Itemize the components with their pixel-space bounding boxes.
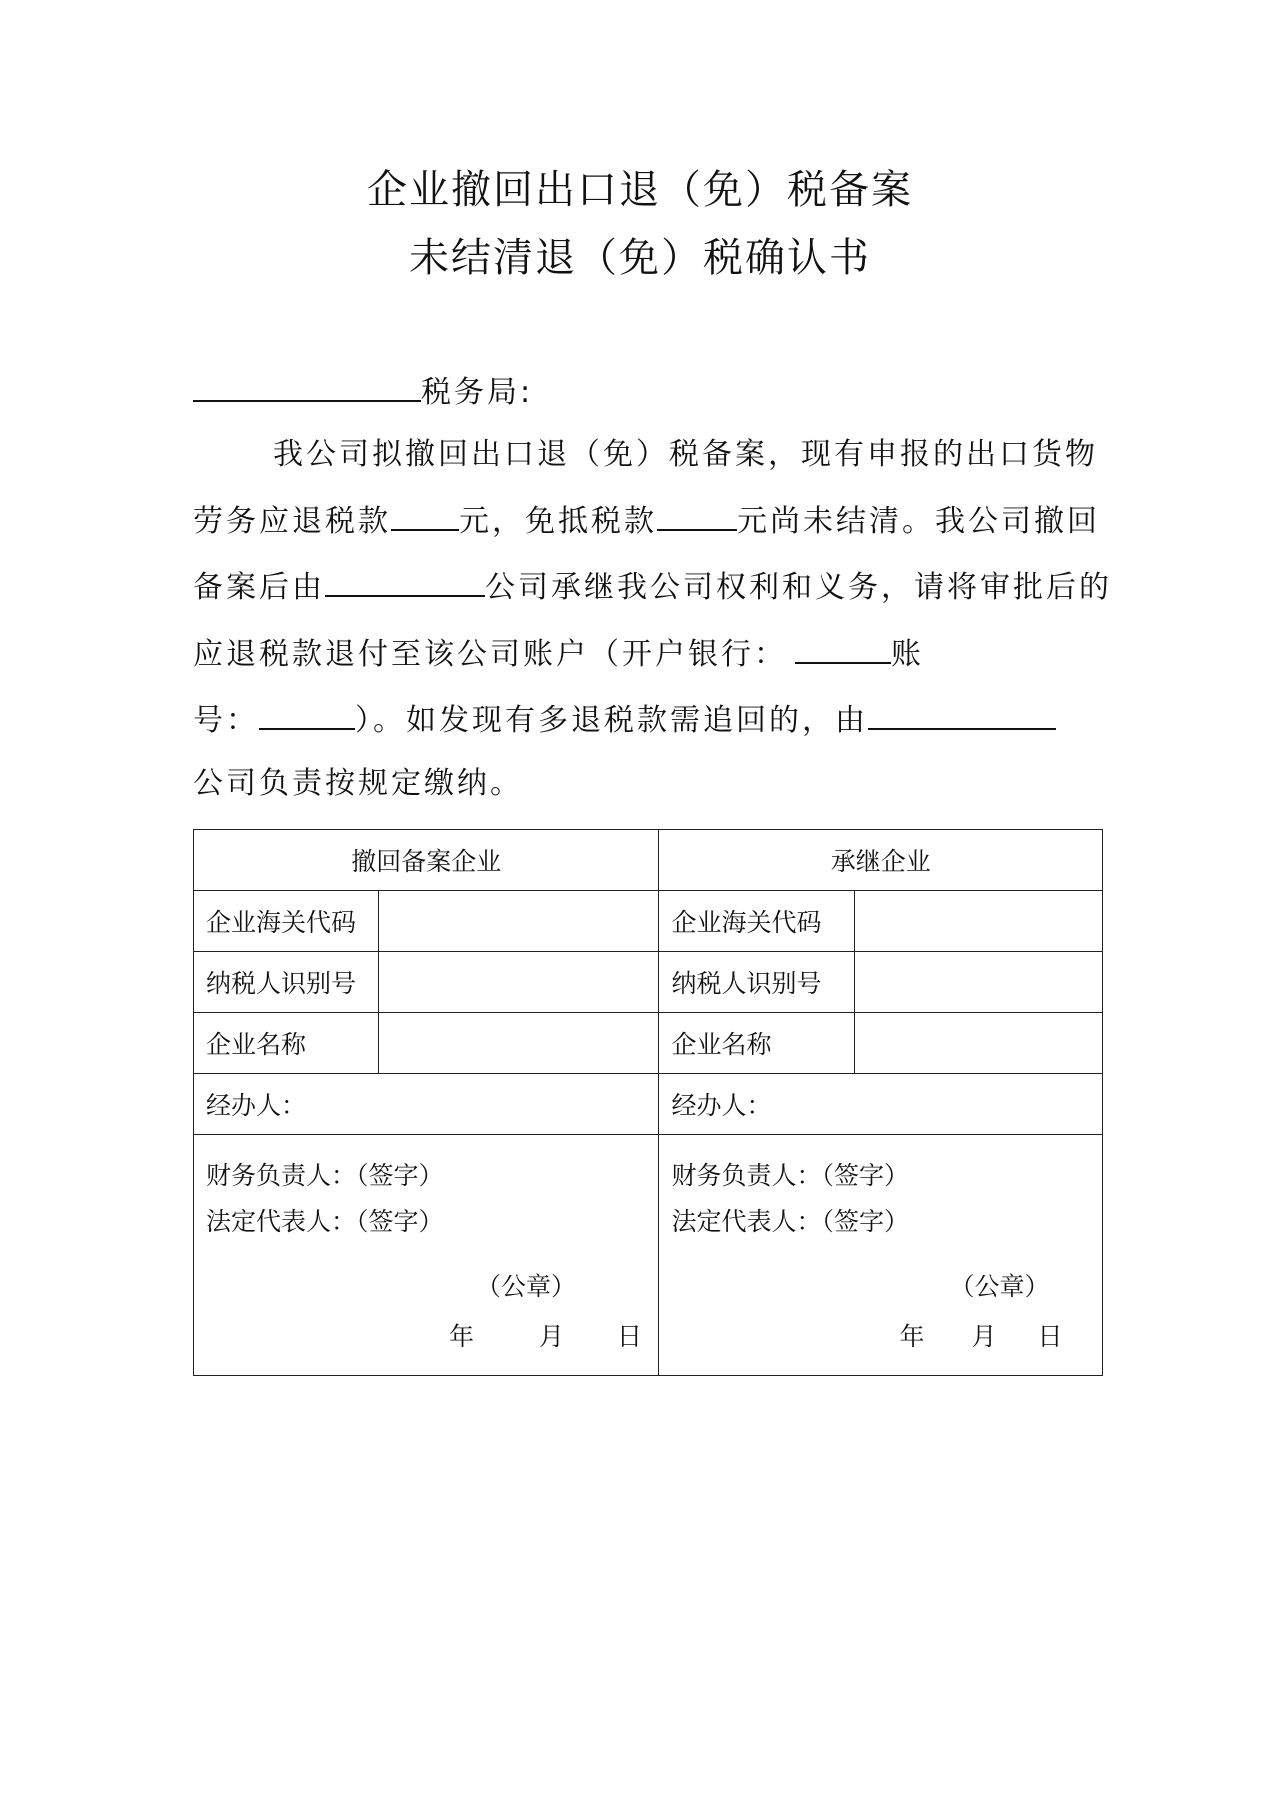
right-taxpayer-id-label: 纳税人识别号 <box>659 952 855 1013</box>
right-date <box>899 1317 1062 1353</box>
left-day: 日 <box>617 1322 643 1351</box>
successor-company-header: 承继企业 <box>659 830 1103 891</box>
right-legal-rep-signature: 法定代表人：（签字） <box>671 1207 909 1236</box>
paragraph-line-4 <box>193 632 1093 676</box>
document-title-line1: 企业撤回出口退（免）税备案 <box>367 167 913 213</box>
right-signature-block[interactable] <box>659 1135 1103 1376</box>
left-customs-code-field[interactable] <box>378 891 659 952</box>
text-account: 账 <box>891 637 924 672</box>
left-company-name-label: 企业名称 <box>194 1013 379 1074</box>
right-company-name-field[interactable] <box>855 1013 1103 1074</box>
text-refund-amount: 劳务应退税款 <box>193 504 391 539</box>
left-taxpayer-id-field[interactable] <box>378 952 659 1013</box>
tax-bureau-blank[interactable] <box>193 370 421 402</box>
left-signature-block[interactable] <box>194 1135 659 1376</box>
right-finance-signature: 财务负责人：（签字） <box>671 1161 909 1190</box>
confirmation-table <box>193 829 1103 1376</box>
text-offset-amount: 元，免抵税款 <box>459 504 657 539</box>
left-taxpayer-id-label: 纳税人识别号 <box>194 952 379 1013</box>
right-handler-field[interactable]: 经办人： <box>659 1074 1103 1135</box>
right-month: 月 <box>971 1322 997 1351</box>
left-company-name-field[interactable] <box>378 1013 659 1074</box>
left-year: 年 <box>449 1322 475 1351</box>
responsible-company-blank[interactable] <box>868 698 1056 730</box>
right-company-name-label: 企业名称 <box>659 1013 855 1074</box>
right-customs-code-field[interactable] <box>855 891 1103 952</box>
right-taxpayer-id-field[interactable] <box>855 952 1103 1013</box>
offset-amount-blank[interactable] <box>657 499 737 531</box>
addressee-label: 税务局: <box>421 375 534 410</box>
document-title-line2: 未结清退（免）税确认书 <box>409 235 871 281</box>
left-official-seal: （公章） <box>476 1272 577 1301</box>
paragraph-line-3 <box>193 565 1112 609</box>
paragraph-line-1: 我公司拟撤回出口退（免）税备案，现有申报的出口货物 <box>273 437 1098 472</box>
right-official-seal: （公章） <box>949 1272 1050 1301</box>
paragraph-line-6: 公司负责按规定缴纳。 <box>193 766 523 801</box>
withdrawing-company-header: 撤回备案企业 <box>194 830 659 891</box>
account-number-blank[interactable] <box>259 698 355 730</box>
left-date <box>449 1317 642 1353</box>
text-inherit-rights: 公司承继我公司权利和义务，请将审批后的 <box>485 570 1112 605</box>
text-unsettled: 元尚未结清。我公司撤回 <box>737 504 1100 539</box>
refund-amount-blank[interactable] <box>391 499 459 531</box>
right-year: 年 <box>899 1322 925 1351</box>
text-after-filing: 备案后由 <box>193 570 325 605</box>
text-account-no: 号： <box>193 703 259 738</box>
addressee-line <box>193 370 1093 414</box>
bank-blank[interactable] <box>795 632 891 664</box>
right-day: 日 <box>1037 1322 1063 1351</box>
left-customs-code-label: 企业海关代码 <box>194 891 379 952</box>
text-bank: 应退税款退付至该公司账户（开户银行： <box>193 637 787 672</box>
paragraph-line-5 <box>193 698 1093 742</box>
left-finance-signature: 财务负责人：（签字） <box>206 1161 444 1190</box>
right-customs-code-label: 企业海关代码 <box>659 891 855 952</box>
left-month: 月 <box>539 1322 565 1351</box>
left-legal-rep-signature: 法定代表人：（签字） <box>206 1207 444 1236</box>
paragraph-line-2 <box>193 499 1100 543</box>
text-recovery: ）。如发现有多退税款需追回的，由 <box>355 703 868 738</box>
left-handler-field[interactable]: 经办人： <box>194 1074 659 1135</box>
successor-company-blank[interactable] <box>325 565 485 597</box>
